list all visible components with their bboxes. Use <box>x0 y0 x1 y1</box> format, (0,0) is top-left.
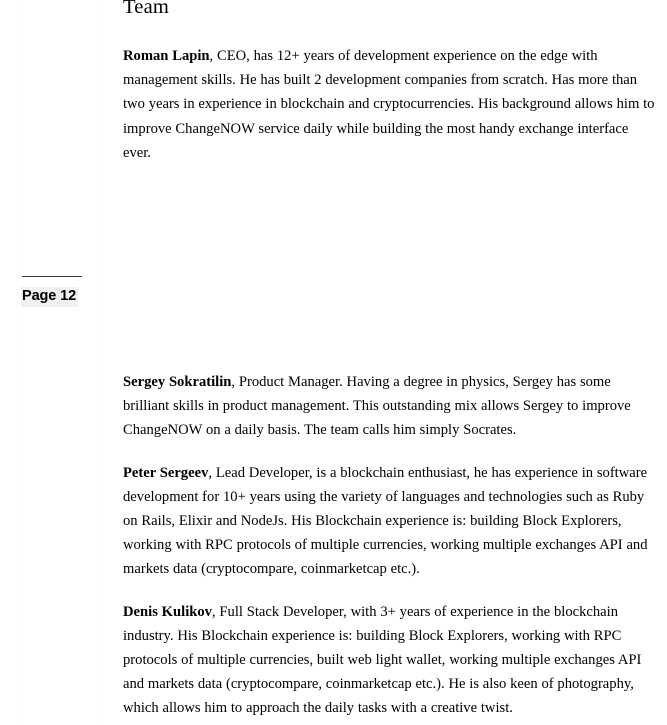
person-name-roman-lapin: Roman Lapin <box>123 48 210 64</box>
page-number-label: Page 12 <box>21 287 78 307</box>
person-name-denis-kulikov: Denis Kulikov <box>123 603 212 620</box>
person-bio-peter-sergeev: , Lead Developer, is a blockchain enthusiast, he has experience in software development for 10+ years using the variety of languages and technologies such as Ruby on Rails, Elixir and NodeJs. His Blockchain experience is: building Block Explorers, working with RPC protocols of multiple currencies, working multiple exchanges API and markets data (cryptocompare, coinmarketcap etc.). <box>123 464 648 578</box>
paragraph-sergey-sokratilin <box>123 370 655 443</box>
page-title: Team <box>123 0 170 18</box>
person-name-peter-sergeev: Peter Sergeev <box>123 464 209 481</box>
paragraph-roman-lapin <box>123 44 655 165</box>
paragraph-denis-kulikov <box>123 600 655 721</box>
page-body-top <box>123 0 655 165</box>
paragraph-peter-sergeev <box>123 461 655 582</box>
person-bio-sergey-sokratilin: , Product Manager. Having a degree in physics, Sergey has some brilliant skills in product management. This outstanding mix allows Sergey to improve ChangeNOW on a daily basis. The team calls him simply Socrates. <box>123 374 631 439</box>
person-bio-denis-kulikov: , Full Stack Developer, with 3+ years of experience in the blockchain industry. His Blockchain experience is: building Block Explorers, working with RPC protocols of multiple currencies, built web light wallet, working multiple exchanges API and markets data (cryptocompare, coinmarketcap etc.). He is also keen of photography, which allows him to approach the daily tasks with a creative twist. <box>123 603 642 717</box>
page-break-marker <box>0 276 200 307</box>
document-page-section-top <box>0 0 667 165</box>
person-name-sergey-sokratilin: Sergey Sokratilin <box>123 374 232 390</box>
page-body-bottom <box>123 370 655 721</box>
person-bio-roman-lapin: , CEO, has 12+ years of development experience on the edge with management skills. He has built 2 development companies from scratch. Has more than two years in experience in blockchain and cryptocurrencies. His background allows him to improve ChangeNOW service daily while building the most handy exchange interface ever. <box>123 48 655 161</box>
document-page-section-bottom <box>0 370 667 721</box>
page-break-rule <box>22 276 82 277</box>
